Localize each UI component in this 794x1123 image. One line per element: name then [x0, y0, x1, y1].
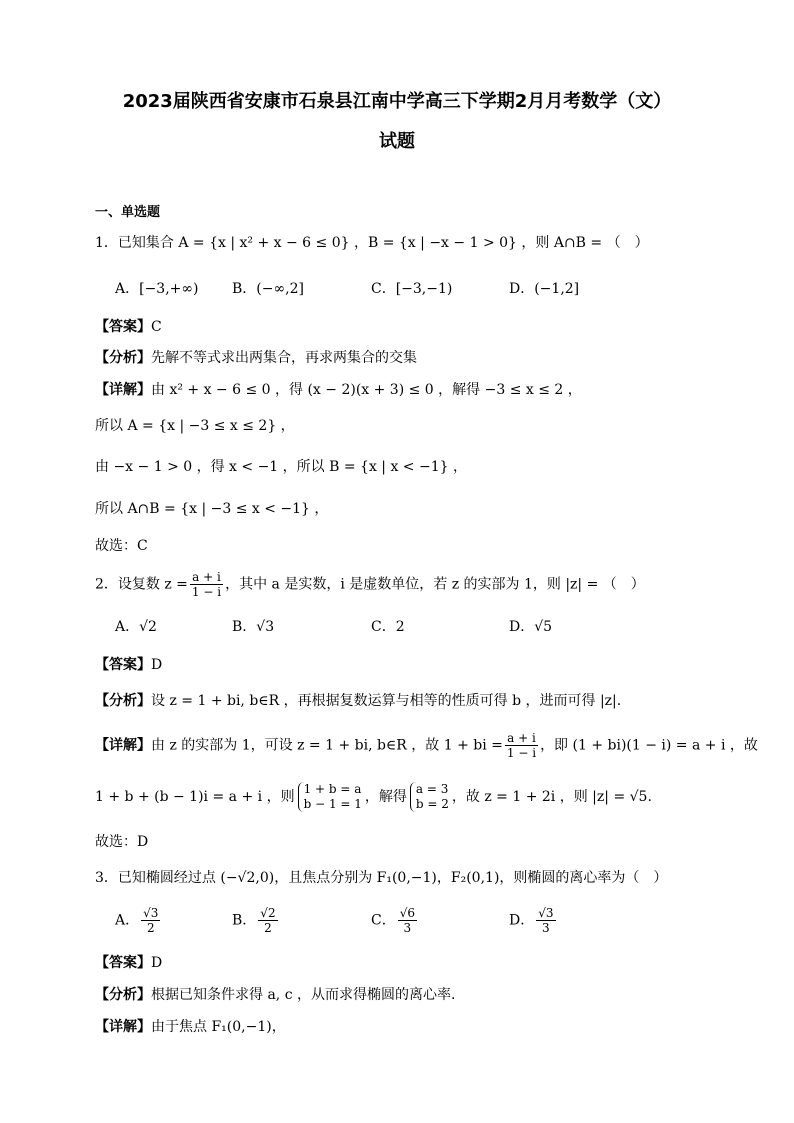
page-title-continued: 试题 — [379, 131, 415, 152]
q3-analysis-text: 根据已知条件求得 a, c ，从而求得椭圆的离心率. — [151, 987, 456, 1003]
q2-detail-fraction — [505, 731, 538, 760]
answer-tag: 【答案】 — [95, 319, 151, 335]
q3-option-c — [371, 906, 419, 935]
q3-option-a-denominator: 2 — [146, 921, 155, 935]
q2-option-b: B．√3 — [232, 619, 275, 635]
q2-detail-line-2 — [95, 782, 715, 812]
q1-detail-line-4: 所以 A∩B = {x | −3 ≤ x < −1} ， — [95, 501, 329, 517]
q2-answer — [95, 655, 715, 675]
q2-detail — [95, 731, 758, 760]
q1-option-c: C．[−3,−1) — [371, 281, 453, 297]
q3-option-a — [115, 906, 162, 935]
q2-analysis-text: 设 z = 1 + bi, b∈R ，再根据复数运算与相等的性质可得 b ，进而可得 |z|. — [151, 693, 622, 709]
q2-system-2-row-1: a = 3 — [415, 782, 449, 796]
q2-option-d: D．√5 — [509, 619, 553, 635]
q2-stem-part-b: ，其中 a 是实数，i 是虚数单位，若 z 的实部为 1，则 |z| = （ ） — [225, 576, 645, 593]
q3-detail — [95, 1017, 715, 1037]
q3-option-b — [232, 906, 280, 935]
q3-option-d-numerator: √3 — [538, 906, 554, 920]
q2-line2-part-b: ，解得 — [364, 789, 407, 805]
q3-option-d — [509, 906, 558, 935]
q3-option-b-numerator: √2 — [260, 906, 276, 920]
q1-option-b: B．(−∞,2] — [232, 281, 304, 297]
q2-system-1-row-1: 1 + b = a — [303, 782, 362, 796]
q3-answer — [95, 953, 715, 973]
q2-option-a: A．√2 — [115, 619, 157, 635]
q2-system-2-row-2: b = 2 — [415, 797, 449, 811]
analysis-tag: 【分析】 — [95, 693, 151, 709]
q2-analysis — [95, 691, 715, 711]
answer-tag: 【答案】 — [95, 955, 151, 971]
q2-stem-part-a: 2．设复数 z = — [95, 576, 188, 593]
q1-analysis — [95, 348, 715, 368]
page-title: 2023届陕西省安康市石泉县江南中学高三下学期2月月考数学（文） — [122, 91, 672, 112]
q1-detail-line-3: 由 −x − 1 > 0 ，得 x < −1 ，所以 B = {x | x < −1} ， — [95, 459, 467, 475]
q3-analysis — [95, 985, 715, 1005]
q2-option-c: C．2 — [371, 619, 405, 635]
detail-tag: 【详解】 — [95, 382, 151, 398]
q3-option-d-label: D． — [509, 912, 535, 929]
analysis-tag: 【分析】 — [95, 987, 151, 1003]
answer-tag: 【答案】 — [95, 657, 151, 673]
q3-option-c-denominator: 3 — [403, 921, 412, 935]
detail-tag: 【详解】 — [95, 1019, 151, 1035]
q2-fraction-denominator: 1 − i — [191, 585, 222, 599]
q3-option-b-label: B． — [232, 912, 257, 929]
q2-system-1-row-2: b − 1 = 1 — [303, 797, 362, 811]
q3-option-d-denominator: 3 — [542, 921, 550, 935]
question-3-stem: 3．已知椭圆经过点 (−√2,0)，且焦点分别为 F₁(0,−1)，F₂(0,1)，则椭圆的离心率为（ ） — [95, 870, 668, 886]
q1-option-a: A．[−3,+∞) — [115, 281, 199, 297]
q3-option-b-denominator: 2 — [264, 921, 272, 935]
q2-line2-part-a: 1 + b + (b − 1)i = a + i ，则 — [95, 789, 295, 805]
q1-analysis-text: 先解不等式求出两集合，再求两集合的交集 — [151, 350, 417, 366]
q3-answer-value: D — [151, 955, 163, 971]
q3-option-d-fraction — [536, 906, 555, 935]
q1-detail — [95, 380, 715, 400]
q1-answer — [95, 317, 715, 337]
section-heading: 一、单选题 — [95, 205, 161, 220]
q1-conclusion: 故选：C — [95, 538, 148, 554]
question-2-stem — [95, 570, 715, 599]
q3-option-b-fraction — [258, 906, 277, 935]
q2-fraction — [190, 570, 223, 599]
question-1-stem: 1．已知集合 A = {x | x² + x − 6 ≤ 0} ，B = {x | −x − 1 > 0} ，则 A∩B = （ ） — [95, 235, 649, 251]
q2-detail-fraction-denominator: 1 − i — [506, 746, 537, 760]
q2-conclusion: 故选：D — [95, 834, 149, 850]
q2-equation-system-2 — [410, 782, 449, 812]
q3-detail-text: 由于焦点 F₁(0,−1)， — [151, 1019, 286, 1035]
q1-detail-text: 由 x² + x − 6 ≤ 0 ，得 (x − 2)(x + 3) ≤ 0 ，解得 −3 ≤ x ≤ 2 ， — [151, 382, 582, 398]
q2-detail-fraction-numerator: a + i — [505, 731, 538, 746]
q3-option-c-fraction — [398, 906, 417, 935]
q2-equation-system-1 — [298, 782, 362, 812]
q1-answer-value: C — [151, 319, 162, 335]
q1-detail-line-2: 所以 A = {x | −3 ≤ x ≤ 2} ， — [95, 418, 295, 434]
analysis-tag: 【分析】 — [95, 350, 151, 366]
q3-option-c-numerator: √6 — [399, 906, 415, 920]
q1-option-d: D．(−1,2] — [509, 281, 580, 297]
q2-detail-part-a: 由 z 的实部为 1，可设 z = 1 + bi, b∈R ，故 1 + bi = — [151, 737, 503, 754]
q3-option-c-label: C． — [371, 912, 396, 929]
q2-detail-part-b: ，即 (1 + bi)(1 − i) = a + i ，故 — [540, 737, 758, 754]
q2-answer-value: D — [151, 657, 163, 673]
q3-option-a-numerator: √3 — [143, 906, 159, 920]
q2-fraction-numerator: a + i — [190, 570, 223, 585]
q3-option-a-fraction — [141, 906, 160, 935]
q3-option-a-label: A． — [115, 912, 140, 929]
detail-tag: 【详解】 — [95, 737, 151, 754]
q2-line2-part-c: ，故 z = 1 + 2i ，则 |z| = √5. — [451, 789, 652, 805]
